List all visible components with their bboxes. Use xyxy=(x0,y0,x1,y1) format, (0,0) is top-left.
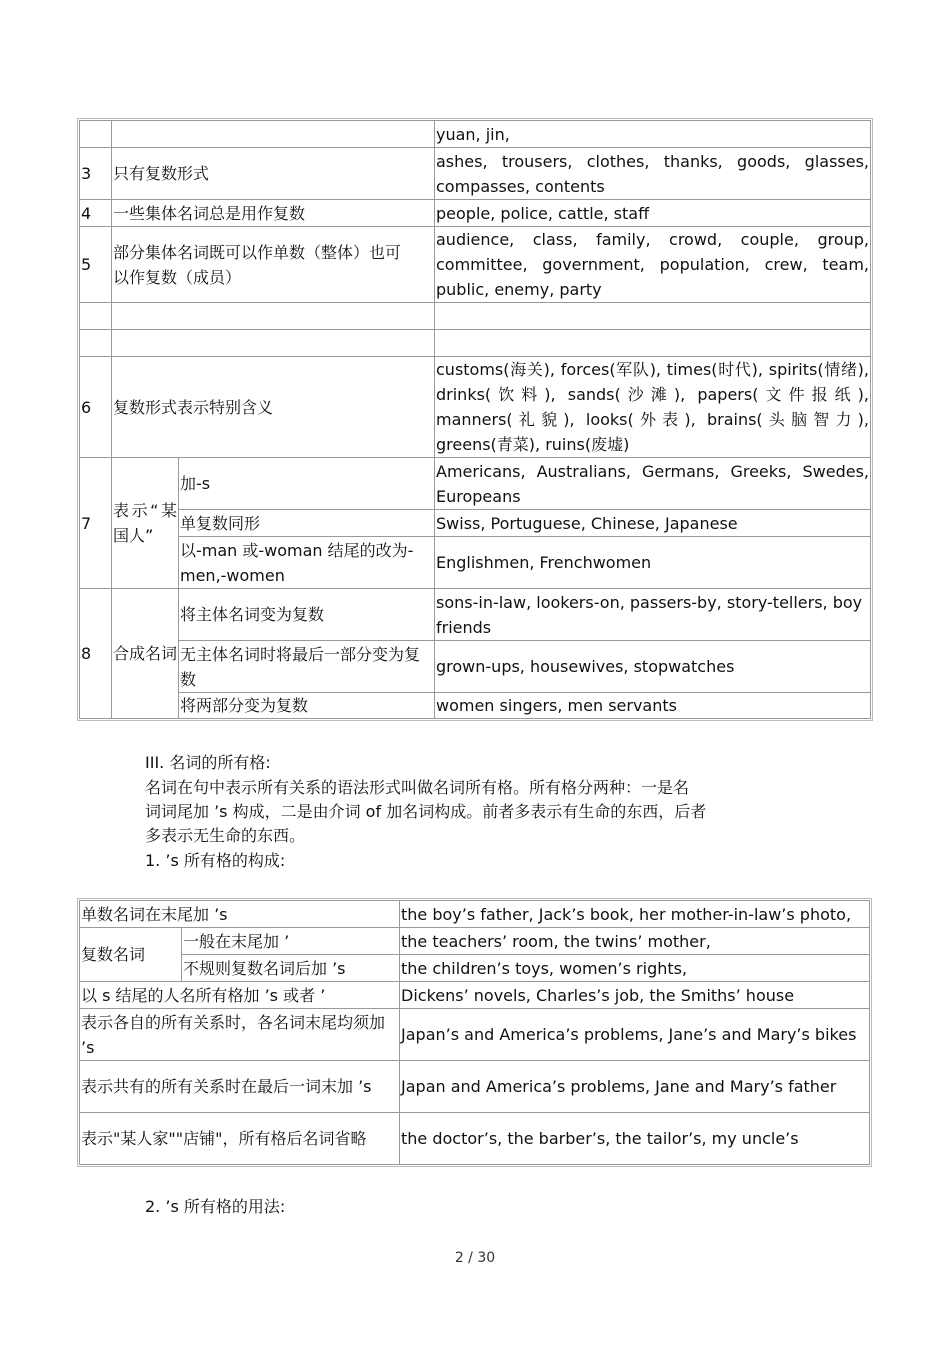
example-cell: the doctor’s, the barber’s, the tailor’s, my uncle’s xyxy=(400,1113,870,1165)
table-row xyxy=(80,121,871,148)
group-label: 复数名词 xyxy=(80,928,182,982)
example-cell: Japan’s and America’s problems, Jane’s and Mary’s bikes xyxy=(400,1009,870,1061)
example-cell: the teachers’ room, the twins’ mother, xyxy=(400,928,870,955)
table-row xyxy=(80,303,871,330)
example-cell: Dickens’ novels, Charles’s job, the Smiths’ house xyxy=(400,982,870,1009)
rule-cell: 部分集体名词既可以作单数（整体）也可以作复数（成员） xyxy=(112,227,435,303)
table-row xyxy=(80,641,871,693)
group-label: 表示“某国人” xyxy=(112,458,179,589)
example-cell: Japan and America’s problems, Jane and Mary’s father xyxy=(400,1061,870,1113)
table-row xyxy=(80,458,871,510)
section-heading: III. 名词的所有格: xyxy=(145,753,271,772)
table-row xyxy=(80,200,871,227)
rule-cell: 单复数同形 xyxy=(179,510,435,537)
table-row xyxy=(80,510,871,537)
rule-cell: 加-s xyxy=(179,458,435,510)
example-cell: customs(海关), forces(军队), times(时代), spirits(情绪), drinks(饮料), sands(沙滩), papers(文件报纸), manners(礼貌), looks(外表), brains(头脑智力), greens(青菜), ruins(废墟) xyxy=(435,357,871,458)
page-number: 2 / 30 xyxy=(454,1250,496,1266)
example-cell: Americans, Australians, Germans, Greeks, Swedes, Europeans xyxy=(435,458,871,510)
table-row xyxy=(80,1009,870,1061)
row-number: 8 xyxy=(80,589,112,719)
rule-cell: 表示各自的所有关系时，各名词末尾均须加 ’s xyxy=(80,1009,400,1061)
subsection-heading: 2. ’s 所有格的用法: xyxy=(145,1197,286,1216)
table-row xyxy=(80,901,870,928)
table-row xyxy=(80,955,870,982)
rule-cell: 将主体名词变为复数 xyxy=(179,589,435,641)
rule-cell: 一般在末尾加 ’ xyxy=(182,928,400,955)
rule-cell: 表示共有的所有关系时在最后一词末加 ’s xyxy=(80,1061,400,1113)
row-number: 4 xyxy=(80,200,112,227)
group-label: 合成名词 xyxy=(112,589,179,719)
example-cell: grown-ups, housewives, stopwatches xyxy=(435,641,871,693)
rule-cell: 一些集体名词总是用作复数 xyxy=(112,200,435,227)
table-row xyxy=(80,589,871,641)
table-row xyxy=(80,357,871,458)
paragraph-line: 名词在句中表示所有关系的语法形式叫做名词所有格。所有格分两种：一是名 xyxy=(145,778,690,797)
row-number: 6 xyxy=(80,357,112,458)
example-cell: Englishmen, Frenchwomen xyxy=(435,537,871,589)
example-cell: sons-in-law, lookers-on, passers-by, story-tellers, boy friends xyxy=(435,589,871,641)
rule-cell: 无主体名词时将最后一部分变为复数 xyxy=(179,641,435,693)
table-row xyxy=(80,148,871,200)
example-cell: Swiss, Portuguese, Chinese, Japanese xyxy=(435,510,871,537)
row-number: 3 xyxy=(80,148,112,200)
example-cell: people, police, cattle, staff xyxy=(435,200,871,227)
table-row xyxy=(80,1061,870,1113)
example-cell: yuan, jin, xyxy=(435,121,871,148)
table-row xyxy=(80,1113,870,1165)
possessive-formation-table xyxy=(79,900,870,1165)
row-number: 5 xyxy=(80,227,112,303)
example-cell: audience, class, family, crowd, couple, group, committee, government, population, crew, team, public, enemy, party xyxy=(435,227,871,303)
paragraph-line: 词词尾加 ’s 构成，二是由介词 of 加名词构成。前者多表示有生命的东西，后者 xyxy=(145,802,707,821)
row-number: 7 xyxy=(80,458,112,589)
table-row xyxy=(80,537,871,589)
rule-cell: 单数名词在末尾加 ’s xyxy=(80,901,400,928)
example-cell: the children’s toys, women’s rights, xyxy=(400,955,870,982)
rule-cell: 不规则复数名词后加 ’s xyxy=(182,955,400,982)
rule-cell: 表示"某人家""店铺"，所有格后名词省略 xyxy=(80,1113,400,1165)
paragraph-line: 多表示无生命的东西。 xyxy=(145,826,306,845)
example-cell: ashes, trousers, clothes, thanks, goods, glasses, compasses, contents xyxy=(435,148,871,200)
table-row xyxy=(80,928,870,955)
rule-cell: 只有复数形式 xyxy=(112,148,435,200)
example-cell: the boy’s father, Jack’s book, her mother-in-law’s photo, xyxy=(400,901,870,928)
subsection-heading: 1. ’s 所有格的构成: xyxy=(145,851,286,870)
table-row xyxy=(80,982,870,1009)
plural-rules-table xyxy=(79,120,871,719)
rule-cell: 以-man 或-woman 结尾的改为-men,-women xyxy=(179,537,435,589)
example-cell: women singers, men servants xyxy=(435,693,871,719)
rule-cell: 将两部分变为复数 xyxy=(179,693,435,719)
table-row xyxy=(80,693,871,719)
table-row xyxy=(80,227,871,303)
rule-cell: 以 s 结尾的人名所有格加 ’s 或者 ’ xyxy=(80,982,400,1009)
rule-cell: 复数形式表示特别含义 xyxy=(112,357,435,458)
table-row xyxy=(80,330,871,357)
